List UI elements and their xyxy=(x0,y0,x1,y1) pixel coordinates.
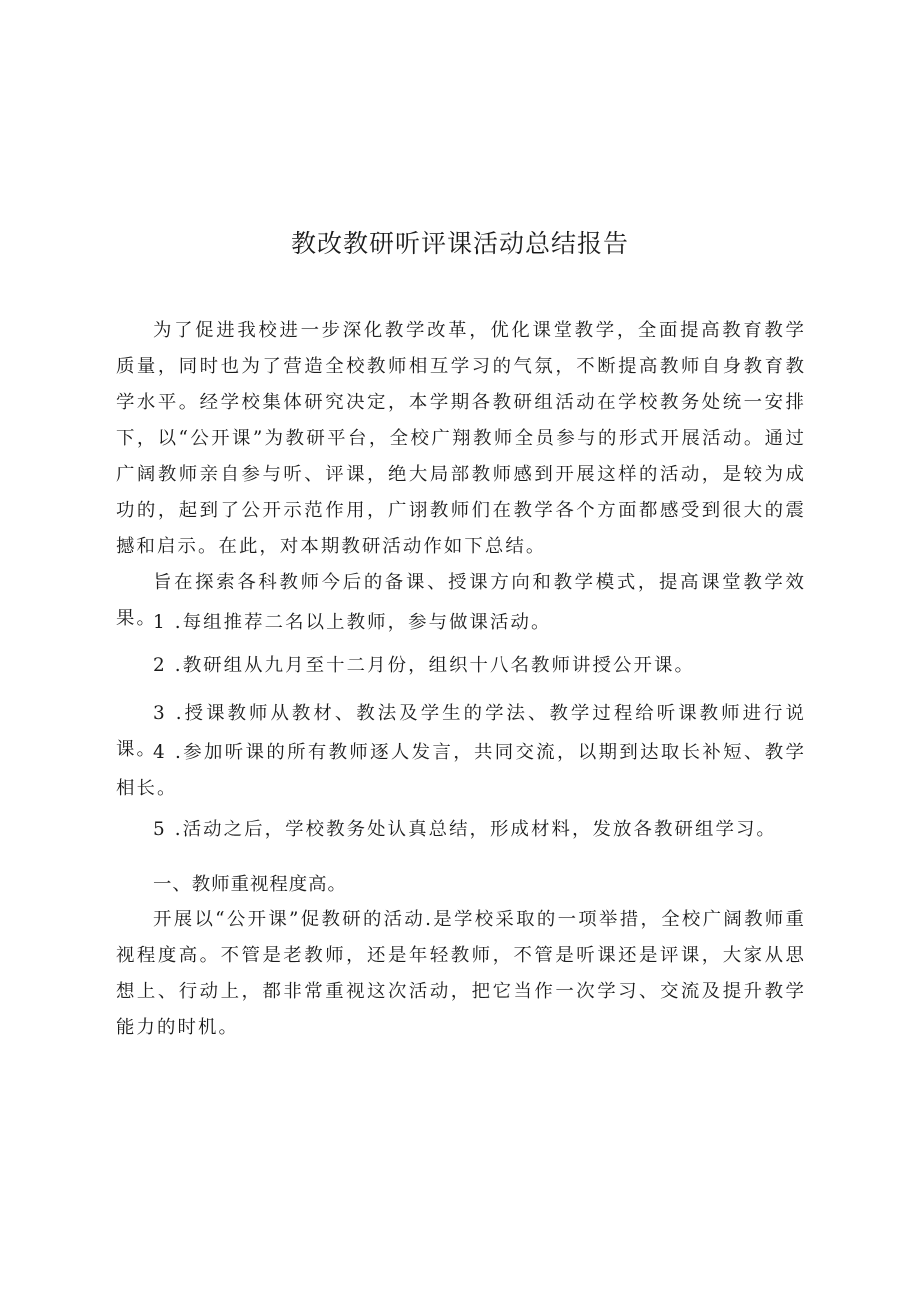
document-title: 教改教研听评课活动总结报告 xyxy=(290,229,629,258)
list-item-3: 3 .授课教师从教材、教法及学生的学法、教学过程给听课教师进行说课。 xyxy=(116,703,806,760)
list-item-4: 4 .参加听课的所有教师逐人发言，共同交流，以期到达取长补短、教学相长。 xyxy=(116,742,806,799)
section-1-paragraph: 开展以“公开课”促教研的活动.是学校采取的一项举措，全校广阔教师重视程度高。不管是老教师，还是年轻教师，不管是听课还是评课，大家从思想上、行动上，都非常重视这次活动，把它当作一次学习、交流及提升教学能力的时机。 xyxy=(116,909,806,1038)
list-item-5: 5 .活动之后，学校教务处认真总结，形成材料，发放各教研组学习。 xyxy=(153,819,777,840)
aim-paragraph: 旨在探索各科教师今后的备课、授课方向和教学模式，提高课堂教学效果。 xyxy=(116,572,806,629)
list-item-1: 1 .每组推荐二名以上教师，参与做课活动。 xyxy=(153,612,552,633)
intro-paragraph: 为了促进我校进一步深化教学改革，优化课堂教学，全面提高教育教学质量，同时也为了营造全校教师相互学习的气氛，不断提高教师自身教育教学水平。经学校集体研究决定，本学期各教研组活动在学校教务处统一安排下，以“公开课”为教研平台，全校广翔教师全员参与的形式开展活动。通过广阔教师亲自参与听、评课，绝大局部教师感到开展这样的活动，是较为成功的，起到了公开示范作用，广诩教师们在教学各个方面都感受到很大的震撼和启示。在此，对本期教研活动作如下总结。 xyxy=(116,320,806,557)
list-item-2: 2 .教研组从九月至十二月份，组织十八名教师讲授公开课。 xyxy=(153,655,695,676)
section-1-heading: 一、教师重视程度高。 xyxy=(153,874,347,895)
